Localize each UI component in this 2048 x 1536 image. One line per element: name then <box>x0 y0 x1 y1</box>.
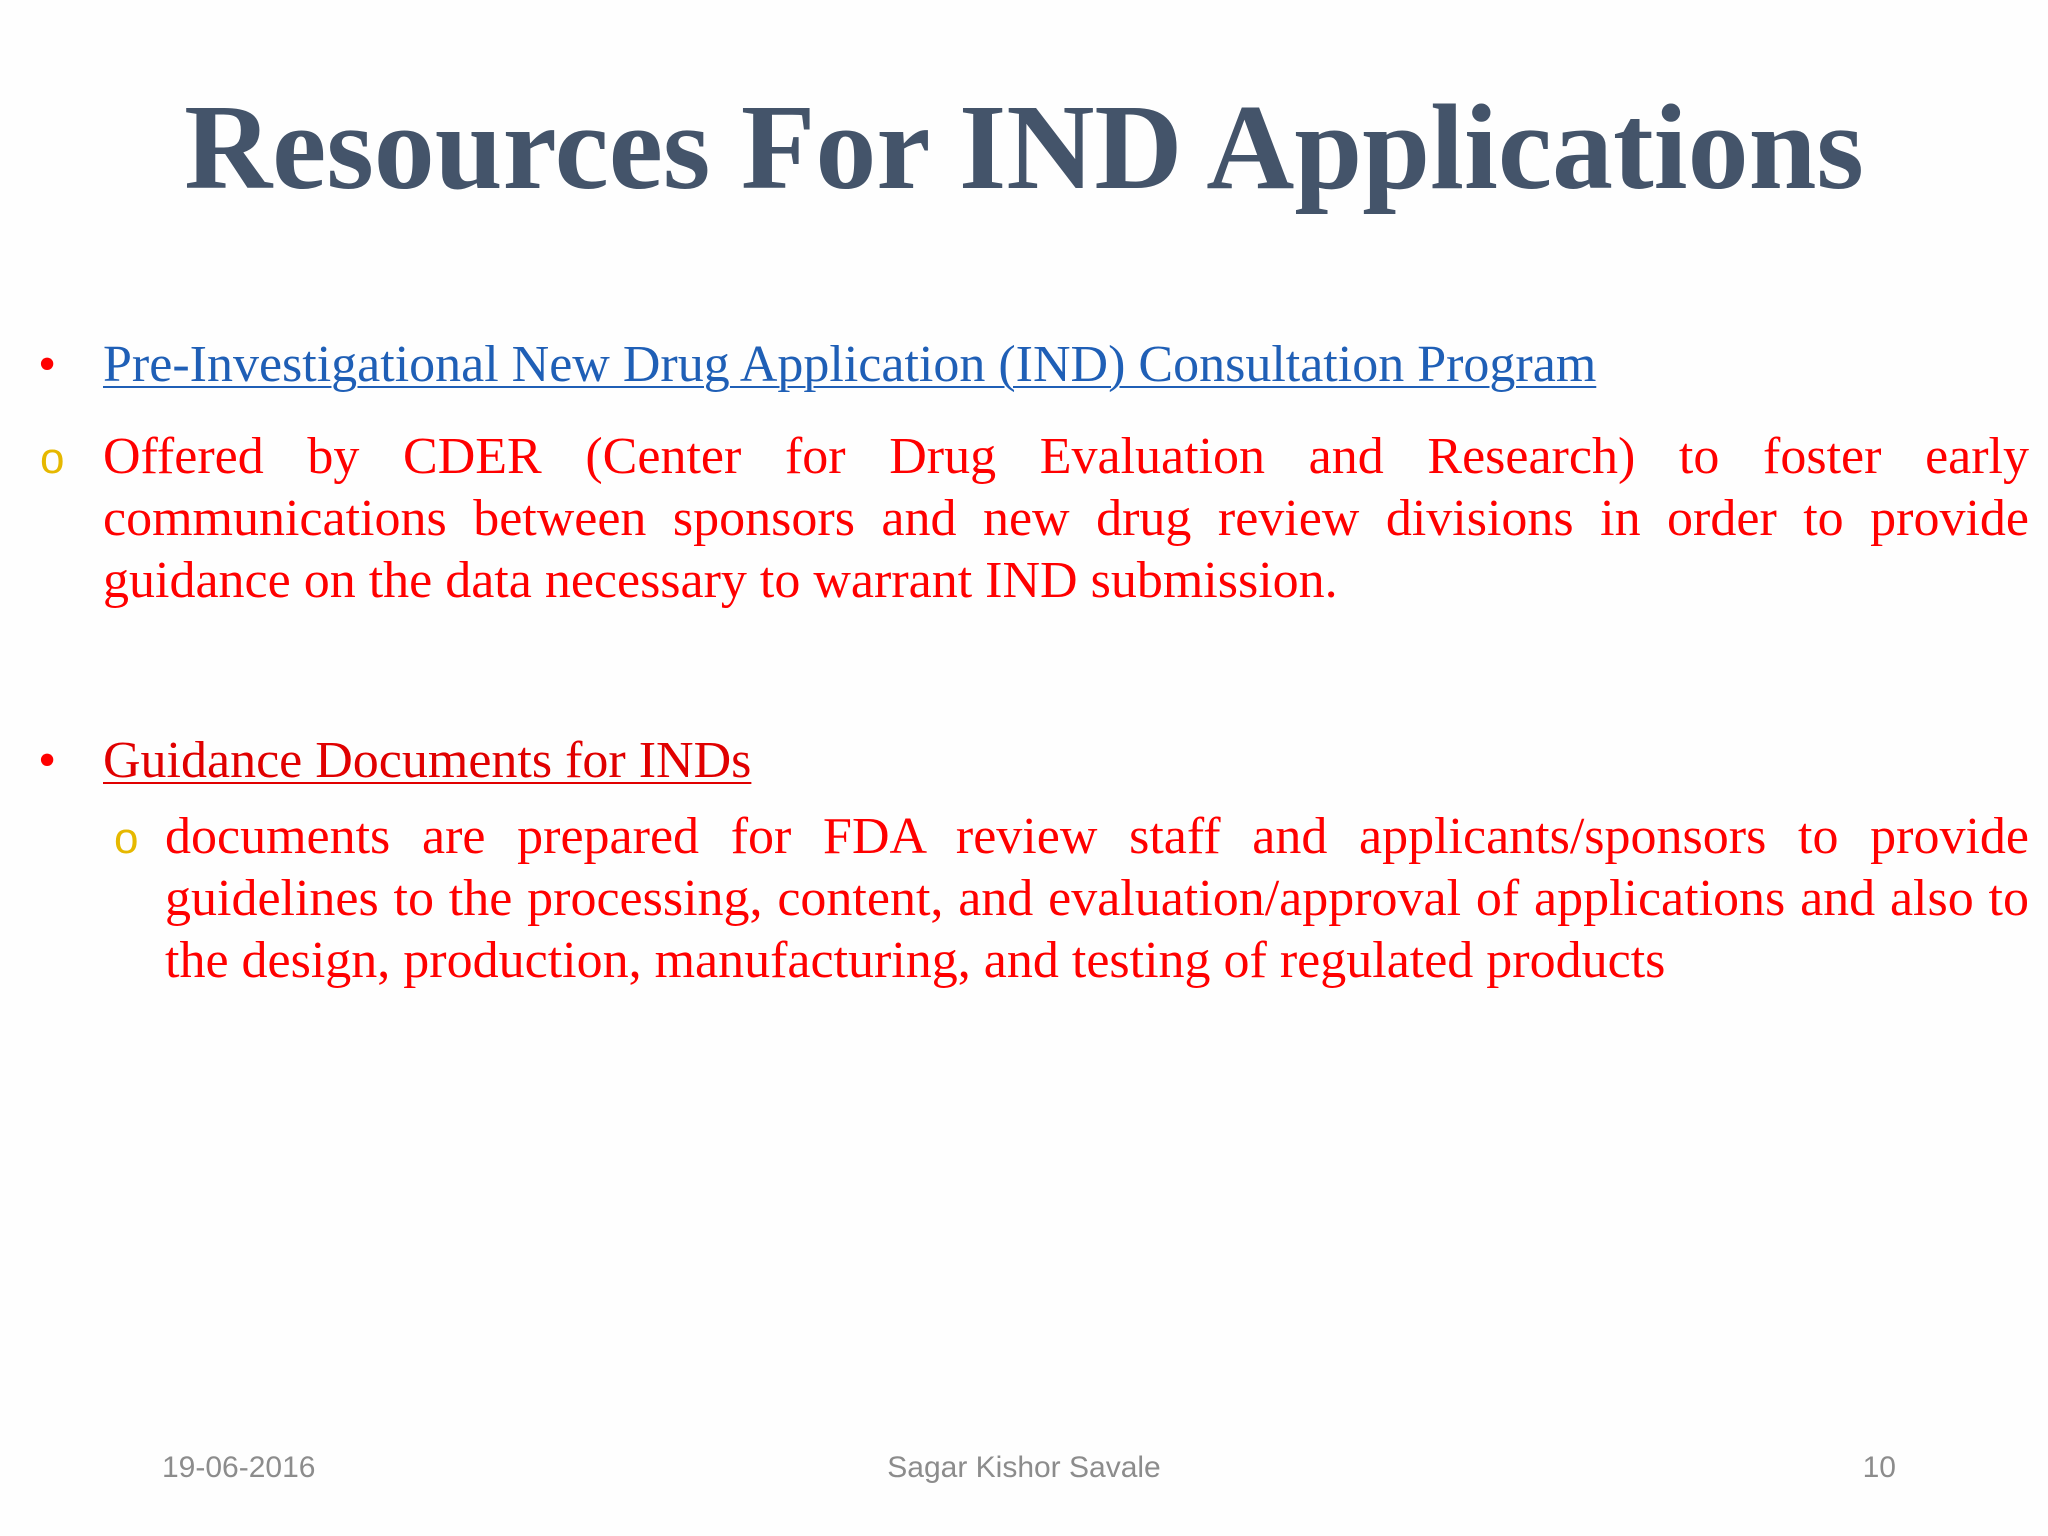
bullet-marker: • <box>38 336 57 393</box>
footer-author: Sagar Kishor Savale <box>887 1451 1161 1484</box>
bullet-marker: • <box>38 732 57 789</box>
sub-bullet-marker: o <box>114 814 139 863</box>
guidance-documents-link[interactable]: Guidance Documents for INDs <box>103 732 752 789</box>
cder-description: Offered by CDER (Center for Drug Evaluation and Research) to foster early communications between sponsors and new drug review divisions in order to provide guidance on the data necessary to warrant IND submission. <box>103 428 2029 609</box>
bullet-text <box>103 334 2033 396</box>
footer-date: 19-06-2016 <box>162 1451 316 1484</box>
bullet-text <box>103 730 2033 792</box>
slide-title: Resources For IND Applications <box>184 80 1864 215</box>
pre-ind-consultation-link[interactable]: Pre-Investigational New Drug Application (IND) Consultation Program <box>103 336 1597 393</box>
guidance-description: documents are prepared for FDA review staff and applicants/sponsors to provide guidelines to the processing, content, and evaluation/approval of applications and also to the design, production, manufacturing, and testing of regulated products <box>165 808 2029 989</box>
footer-page-number: 10 <box>1862 1451 1896 1484</box>
sub-bullet-marker: o <box>40 434 65 483</box>
